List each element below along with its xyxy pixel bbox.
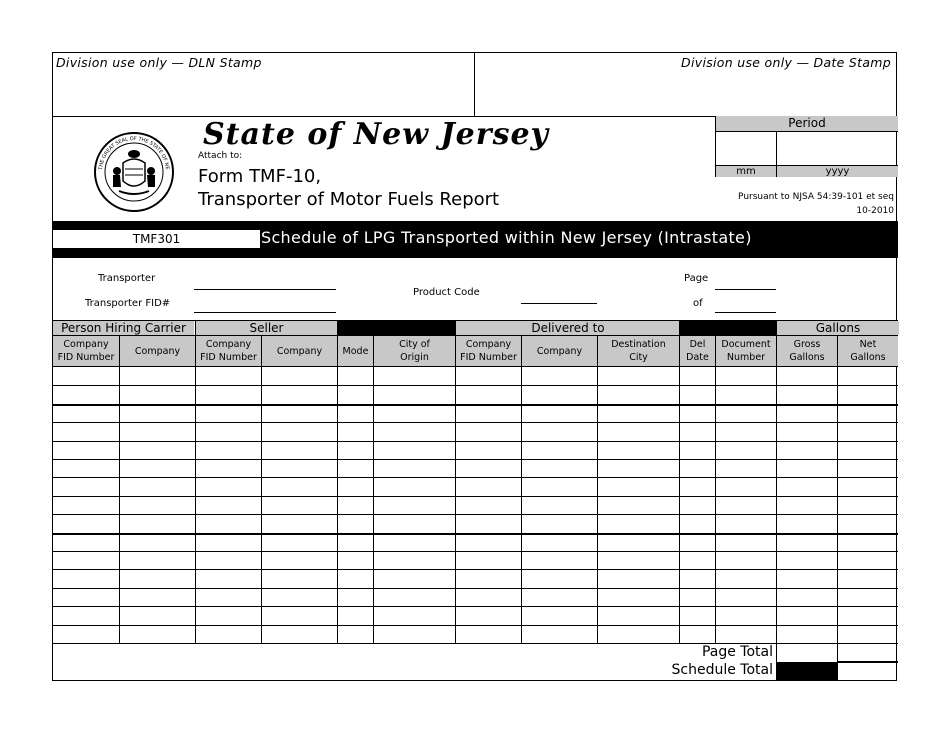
- column-header-line1: Company: [465, 339, 512, 350]
- column-header: [53, 336, 119, 366]
- form-name-line2: Transporter of Motor Fuels Report: [198, 189, 500, 210]
- column-header-line2: City: [629, 352, 648, 363]
- table-column-line: [119, 367, 120, 643]
- table-column-line: [776, 367, 777, 643]
- table-column-line: [597, 367, 598, 643]
- schedule-total-label: Schedule Total: [671, 662, 773, 678]
- table-row-line: [53, 441, 898, 442]
- table-column-line: [261, 367, 262, 643]
- column-header-line1: Destination: [611, 339, 666, 350]
- table-row-line: [53, 533, 898, 535]
- schedule-total-gross-shaded: [777, 662, 837, 681]
- column-header: [679, 336, 715, 366]
- table-column-line: [521, 367, 522, 643]
- column-header-line2: Date: [686, 352, 709, 363]
- dln-stamp-label: Division use only — DLN Stamp: [56, 55, 262, 70]
- page-total-label: Page Total: [701, 644, 773, 660]
- column-header-line2: FID Number: [460, 352, 517, 363]
- group-blank-1: [337, 321, 455, 335]
- column-header: [837, 336, 898, 366]
- group-person-hiring: Person Hiring Carrier: [53, 321, 194, 335]
- table-row-line: [53, 551, 898, 552]
- column-header: [521, 336, 597, 366]
- column-header-line1: Company: [536, 345, 583, 357]
- column-header-row: [53, 336, 898, 367]
- column-header: [119, 336, 195, 366]
- product-code-field[interactable]: [521, 303, 597, 304]
- form-name-line1: Form TMF-10,: [198, 166, 322, 187]
- column-header-line1: Company: [63, 339, 109, 350]
- transporter-fid-field[interactable]: [194, 312, 336, 313]
- period-label: Period: [788, 116, 826, 130]
- period-mm-label: mm: [715, 166, 776, 177]
- period-input-box[interactable]: [715, 132, 898, 166]
- page-total-gross-field[interactable]: [777, 644, 837, 661]
- column-header-line1: Net: [859, 339, 877, 350]
- column-header: [195, 336, 261, 366]
- table-column-line: [837, 367, 838, 643]
- column-header: [776, 336, 837, 366]
- stamp-divider: [474, 53, 475, 116]
- column-header-line2: FID Number: [57, 352, 115, 363]
- product-code-label: Product Code: [413, 287, 480, 298]
- attach-to-label: Attach to:: [198, 151, 243, 161]
- table-row-line: [53, 477, 898, 478]
- column-header: [373, 336, 455, 366]
- table-row-line: [53, 625, 898, 626]
- column-header-line1: Company: [205, 339, 252, 350]
- group-gallons: Gallons: [776, 321, 899, 335]
- schedule-bar: [53, 221, 898, 258]
- date-stamp-label: Division use only — Date Stamp: [681, 55, 891, 70]
- nj-seal-icon: [93, 131, 175, 213]
- page-total-net-field[interactable]: [838, 644, 898, 661]
- column-header-line1: Document: [721, 339, 771, 350]
- period-header: [715, 116, 898, 132]
- transporter-label: Transporter: [98, 273, 156, 284]
- column-header-line1: Gross: [793, 339, 821, 350]
- table-row-line: [53, 588, 898, 589]
- column-header-line2: Number: [726, 352, 766, 363]
- tmf301-form: [52, 52, 897, 681]
- column-header-line2: Gallons: [789, 352, 825, 363]
- column-header: [715, 336, 776, 366]
- table-column-line: [337, 367, 338, 643]
- page-number-field[interactable]: [715, 289, 776, 290]
- column-header-line1: Mode: [342, 345, 369, 357]
- column-header: [455, 336, 521, 366]
- form-revision: 10-2010: [856, 206, 894, 216]
- state-title: State of New Jersey: [203, 117, 549, 152]
- table-column-line: [679, 367, 680, 643]
- group-seller: Seller: [195, 321, 337, 335]
- table-row-line: [53, 496, 898, 497]
- pursuant-note: Pursuant to NJSA 54:39-101 et seq: [738, 192, 894, 202]
- schedule-title: Schedule of LPG Transported within New Jersey (Intrastate): [261, 228, 752, 247]
- schedule-code: TMF301: [53, 230, 260, 248]
- table-row-line: [53, 385, 898, 386]
- column-header-line1: Company: [134, 345, 181, 357]
- of-label: of: [693, 298, 703, 309]
- column-header: [597, 336, 679, 366]
- column-header: [337, 336, 373, 366]
- column-header-line2: Gallons: [850, 352, 886, 363]
- schedule-table-body[interactable]: [53, 367, 898, 643]
- table-column-line: [373, 367, 374, 643]
- page-label: Page: [684, 273, 709, 284]
- group-blank-2: [679, 321, 776, 335]
- table-row-line: [53, 404, 898, 406]
- table-column-line: [195, 367, 196, 643]
- schedule-total-net-field[interactable]: [838, 663, 898, 681]
- column-header-line1: City of: [399, 339, 430, 350]
- table-column-line: [715, 367, 716, 643]
- group-header-band: [53, 320, 898, 336]
- table-row-line: [53, 606, 898, 607]
- column-header-line2: Origin: [400, 352, 429, 363]
- table-row-line: [53, 459, 898, 460]
- period-yyyy-label: yyyy: [776, 166, 898, 177]
- column-header: [261, 336, 337, 366]
- transporter-fid-label: Transporter FID#: [85, 298, 171, 309]
- table-row-line: [53, 514, 898, 515]
- table-column-line: [455, 367, 456, 643]
- transporter-field[interactable]: [194, 289, 336, 290]
- table-row-line: [53, 569, 898, 570]
- group-delivered-to: Delivered to: [455, 321, 680, 335]
- column-header-line2: FID Number: [200, 352, 257, 363]
- column-header-line1: Del: [689, 339, 706, 350]
- table-row-line: [53, 422, 898, 423]
- page-count-field[interactable]: [715, 312, 776, 313]
- column-header-line1: Company: [276, 345, 323, 357]
- seal-text: THE GREAT SEAL OF THE STATE OF NE: [98, 135, 170, 171]
